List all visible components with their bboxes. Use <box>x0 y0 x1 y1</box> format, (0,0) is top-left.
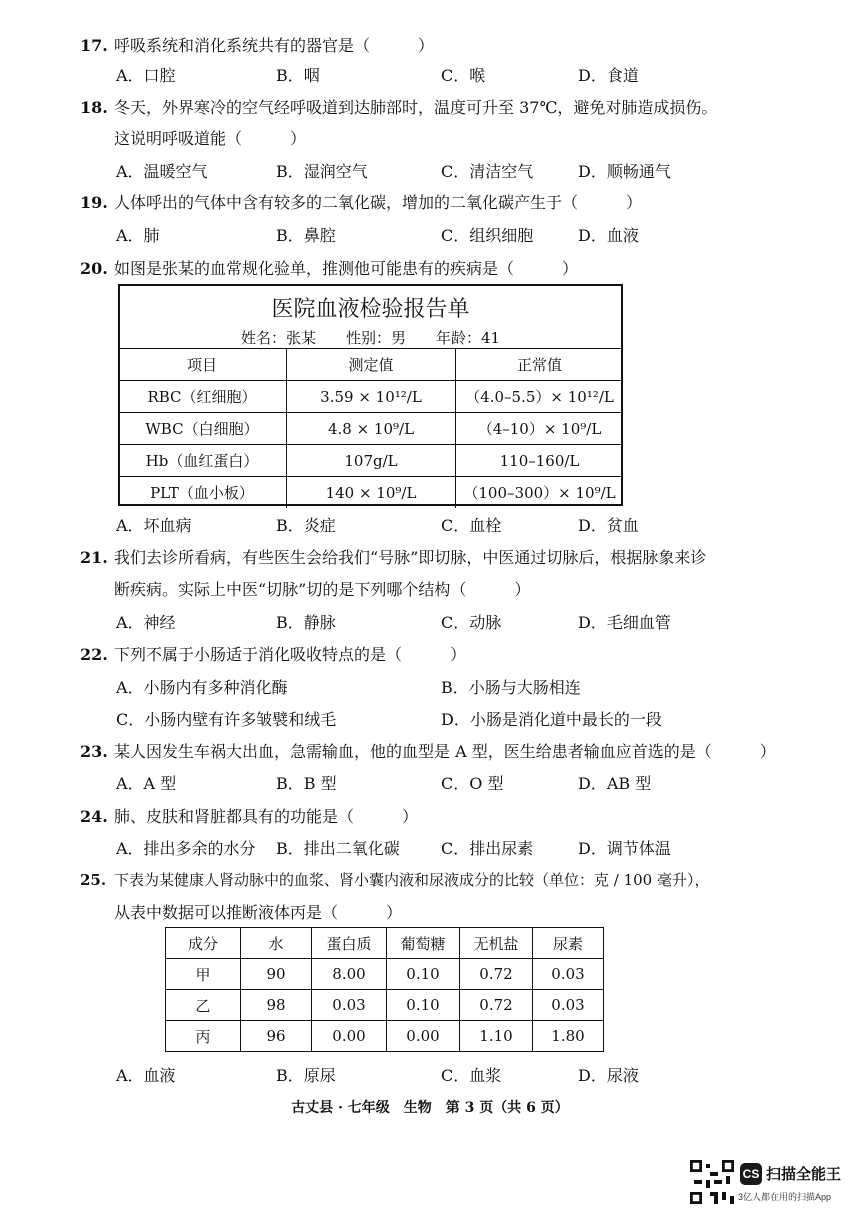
option: C．组织细胞 <box>441 226 534 245</box>
table-cell: 140 × 10⁹/L <box>287 477 456 509</box>
table-cell: 3.59 × 10¹²/L <box>287 381 456 413</box>
table-row <box>118 381 623 413</box>
option: D．血液 <box>578 226 639 245</box>
question-19: 19. 人体呼出的气体中含有较多的二氧化碳，增加的二氧化碳产生于（ ） <box>80 193 643 212</box>
option: D．调节体温 <box>578 839 671 858</box>
table-cell: （4–10）× 10⁹/L <box>456 413 624 445</box>
option: B．炎症 <box>276 516 336 535</box>
table-header: 无机盐 <box>460 928 533 959</box>
question-18-line2: 这说明呼吸道能（ ） <box>114 129 307 148</box>
table-cell: 甲 <box>166 959 241 990</box>
question-17: 17. 呼吸系统和消化系统共有的器官是（ ） <box>80 36 435 55</box>
table-cell: 90 <box>241 959 312 990</box>
table-cell: 0.00 <box>312 1021 387 1052</box>
table-row <box>118 477 623 509</box>
table-header: 水 <box>241 928 312 959</box>
option: D．顺畅通气 <box>578 162 671 181</box>
option: D．AB 型 <box>578 774 652 793</box>
question-25: 25. 下表为某健康人肾动脉中的血浆、肾小囊内液和尿液成分的比较（单位：克 / 100 毫升）， <box>80 871 710 889</box>
table-header: 蛋白质 <box>312 928 387 959</box>
option: A．肺 <box>116 226 160 245</box>
table-cell: 1.10 <box>460 1021 533 1052</box>
table-cell: 4.8 × 10⁹/L <box>287 413 456 445</box>
option: A．小肠内有多种消化酶 <box>116 678 288 697</box>
option: C．小肠内壁有许多皱襞和绒毛 <box>116 710 337 729</box>
report-patient-info: 姓名：张某 性别：男 年龄：41 <box>240 329 501 347</box>
option: D．贫血 <box>578 516 639 535</box>
table-cell: 98 <box>241 990 312 1021</box>
table-cell: 1.80 <box>533 1021 604 1052</box>
table-cell: 96 <box>241 1021 312 1052</box>
table-cell: 0.03 <box>533 990 604 1021</box>
option: B．鼻腔 <box>276 226 336 245</box>
option: A．神经 <box>116 613 176 632</box>
option: D．毛细血管 <box>578 613 671 632</box>
option: B．小肠与大肠相连 <box>441 678 581 697</box>
option: A．温暖空气 <box>116 162 208 181</box>
table-cell: WBC（白细胞） <box>118 413 287 445</box>
table-cell: 丙 <box>166 1021 241 1052</box>
option: C．动脉 <box>441 613 502 632</box>
option: A．排出多余的水分 <box>116 839 256 858</box>
composition-table <box>165 927 604 1052</box>
option: C．血浆 <box>441 1066 502 1085</box>
option: C．清洁空气 <box>441 162 534 181</box>
table-row <box>166 959 604 990</box>
option: C．喉 <box>441 66 486 85</box>
table-cell: （4.0–5.5）× 10¹²/L <box>456 381 624 413</box>
option: D．尿液 <box>578 1066 639 1085</box>
page-footer: 古丈县 · 七年级 生物 第 3 页（共 6 页） <box>291 1100 569 1116</box>
table-cell: 乙 <box>166 990 241 1021</box>
option: A．口腔 <box>116 66 176 85</box>
option: B．原尿 <box>276 1066 336 1085</box>
option: C．排出尿素 <box>441 839 534 858</box>
option: C．血栓 <box>441 516 502 535</box>
table-header-row <box>118 349 623 381</box>
table-cell: 0.72 <box>460 959 533 990</box>
option: B．湿润空气 <box>276 162 368 181</box>
table-header-row <box>166 928 604 959</box>
table-header: 正常值 <box>456 349 624 381</box>
table-cell: 0.72 <box>460 990 533 1021</box>
question-18: 18. 冬天，外界寒冷的空气经呼吸道到达肺部时，温度可升至 37℃，避免对肺造成损伤。 <box>80 98 718 117</box>
table-cell: Hb（血红蛋白） <box>118 445 287 477</box>
table-cell: 0.10 <box>387 990 460 1021</box>
question-25-line2: 从表中数据可以推断液体丙是（ ） <box>114 903 403 922</box>
table-header: 尿素 <box>533 928 604 959</box>
table-row <box>166 1021 604 1052</box>
question-22: 22. 下列不属于小肠适于消化吸收特点的是（ ） <box>80 645 467 664</box>
table-cell: 0.03 <box>312 990 387 1021</box>
qr-code-icon <box>690 1160 734 1204</box>
table-cell: 8.00 <box>312 959 387 990</box>
camscanner-tagline: 3亿人都在用的扫描App <box>738 1192 832 1202</box>
camscanner-logo-icon: CS <box>740 1163 762 1185</box>
table-cell: 0.00 <box>387 1021 460 1052</box>
question-20: 20. 如图是张某的血常规化验单，推测他可能患有的疾病是（ ） <box>80 259 579 278</box>
table-cell: RBC（红细胞） <box>118 381 287 413</box>
table-row <box>166 990 604 1021</box>
option: B．静脉 <box>276 613 336 632</box>
report-title: 医院血液检验报告单 <box>271 297 470 322</box>
option: A．血液 <box>116 1066 176 1085</box>
report-table <box>118 348 623 508</box>
option: A．A 型 <box>116 774 177 793</box>
table-header: 成分 <box>166 928 241 959</box>
table-cell: 0.10 <box>387 959 460 990</box>
table-header: 葡萄糖 <box>387 928 460 959</box>
table-row <box>118 413 623 445</box>
table-cell: PLT（血小板） <box>118 477 287 509</box>
table-header: 测定值 <box>287 349 456 381</box>
table-cell: （100–300）× 10⁹/L <box>456 477 624 509</box>
camscanner-name: 扫描全能王 <box>766 1166 842 1183</box>
option: C．O 型 <box>441 774 504 793</box>
table-cell: 0.03 <box>533 959 604 990</box>
option: B．咽 <box>276 66 320 85</box>
option: B．B 型 <box>276 774 337 793</box>
option: B．排出二氧化碳 <box>276 839 400 858</box>
question-24: 24. 肺、皮肤和肾脏都具有的功能是（ ） <box>80 807 419 826</box>
table-row <box>118 445 623 477</box>
option: A．坏血病 <box>116 516 192 535</box>
question-21: 21. 我们去诊所看病，有些医生会给我们“号脉”即切脉，中医通过切脉后，根据脉象来诊 <box>80 548 707 567</box>
table-header: 项目 <box>118 349 287 381</box>
option: D．小肠是消化道中最长的一段 <box>441 710 662 729</box>
option: D．食道 <box>578 66 639 85</box>
question-21-line2: 断疾病。实际上中医“切脉”切的是下列哪个结构（ ） <box>114 580 531 599</box>
blood-test-report <box>118 284 623 506</box>
question-23: 23. 某人因发生车祸大出血，急需输血，他的血型是 A 型，医生给患者输血应首选的是（ ） <box>80 742 776 761</box>
table-cell: 110–160/L <box>456 445 624 477</box>
table-cell: 107g/L <box>287 445 456 477</box>
